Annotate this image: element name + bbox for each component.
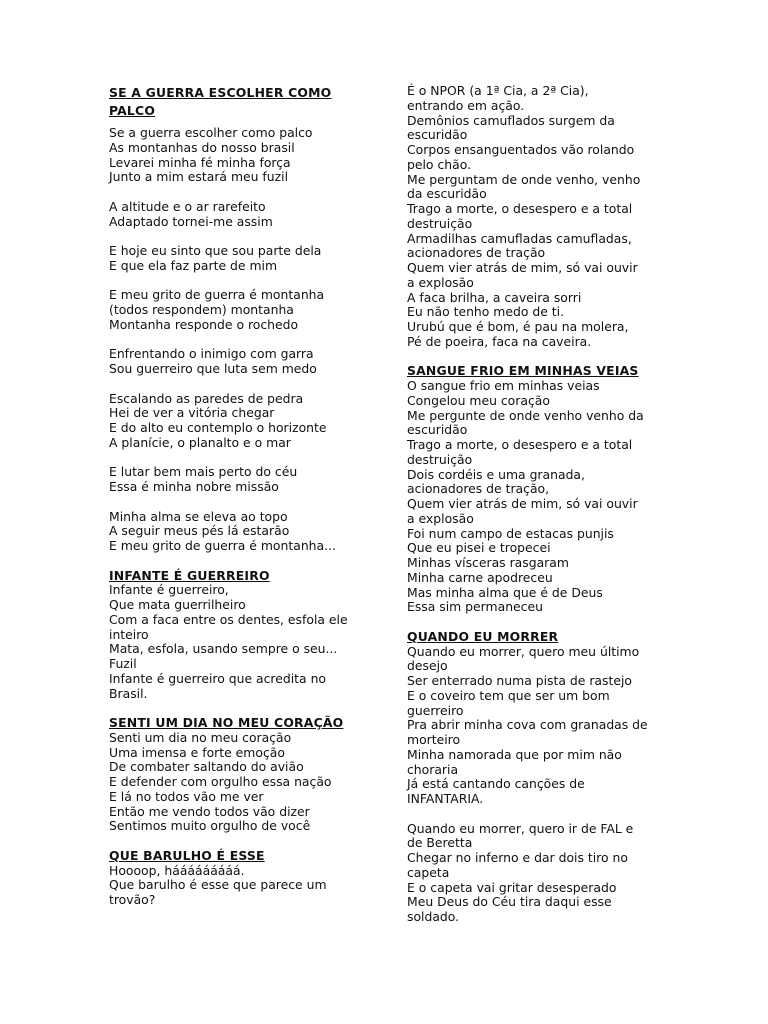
- lyric-line: soldado.: [407, 909, 460, 924]
- lyric-line: da escuridão: [407, 186, 487, 202]
- lyric-line: A faca brilha, a caveira sorri: [407, 289, 582, 305]
- song-body-sangue-frio: [407, 379, 669, 615]
- stanza: [109, 244, 371, 274]
- lyric-line: acionadores de tração,: [407, 481, 550, 497]
- lyric-line: Essa sim permaneceu: [407, 599, 543, 615]
- lyric-line: Brasil.: [109, 685, 148, 701]
- lyric-line: Infante é guerreiro que acredita no: [109, 670, 327, 686]
- lyric-line: acionadores de tração: [407, 245, 546, 261]
- lyric-line: E defender com orgulho essa nação: [109, 774, 332, 789]
- lyric-line: capeta: [407, 864, 450, 880]
- lyric-line: Levarei minha fé minha força: [109, 154, 291, 170]
- lyric-line: Se a guerra escolher como palco: [109, 125, 313, 140]
- song-body-se-a-guerra: [109, 126, 371, 554]
- lyric-line: E meu grito de guerra é montanha: [109, 287, 325, 303]
- lyric-line: Trago a morte, o desespero e a total: [407, 437, 633, 452]
- lyric-line: destruição: [407, 215, 473, 231]
- lyric-line: Pé de poeira, faca na caveira.: [407, 333, 592, 349]
- lyric-line: Me pergunte de onde venho venho da: [407, 407, 644, 423]
- lyric-line: Que eu pisei e tropecei: [407, 540, 551, 556]
- song-body-npor: [407, 84, 669, 350]
- lyric-line: Dois cordéis e uma granada,: [407, 466, 585, 482]
- lyric-line: Enfrentando o inimigo com garra: [109, 346, 314, 362]
- song-body-quando-eu-morrer-1: [407, 645, 669, 807]
- lyric-line: (todos respondem) montanha: [109, 302, 294, 317]
- lyric-line: A altitude e o ar rarefeito: [109, 198, 266, 214]
- song-title-se-a-guerra: [109, 84, 371, 120]
- song-title-sangue-frio: SANGUE FRIO EM MINHAS VEIAS: [407, 363, 639, 379]
- lyric-line: Trago a morte, o desespero e a total: [407, 201, 633, 216]
- lyric-line: O sangue frio em minhas veias: [407, 378, 600, 393]
- song-body-que-barulho: [109, 864, 371, 908]
- song-title-senti-um-dia: SENTI UM DIA NO MEU CORAÇÃO: [109, 715, 344, 730]
- lyric-line: Demônios camuflados surgem da: [407, 112, 615, 128]
- lyric-line: E hoje eu sinto que sou parte dela: [109, 243, 322, 258]
- lyric-line: Hoooop, hááááááááá.: [109, 862, 245, 878]
- lyric-line: Quem vier atrás de mim, só vai ouvir: [407, 260, 638, 275]
- lyric-line: Minha alma se eleva ao topo: [109, 508, 288, 524]
- lyric-line: Infante é guerreiro,: [109, 582, 229, 598]
- lyric-line: E que ela faz parte de mim: [109, 257, 278, 273]
- lyric-line: E o capeta vai gritar desesperado: [407, 879, 617, 895]
- lyric-line: Quando eu morrer, quero ir de FAL e: [407, 820, 634, 836]
- lyric-line: Adaptado tornei-me assim: [109, 213, 273, 229]
- stanza: [109, 465, 371, 495]
- lyric-line: de Beretta: [407, 835, 473, 851]
- lyric-line: Foi num campo de estacas punjis: [407, 525, 614, 541]
- lyric-line: E meu grito de guerra é montanha...: [109, 538, 336, 553]
- lyric-line: a explosão: [407, 510, 474, 526]
- left-column: [109, 0, 371, 908]
- lyric-line: Armadilhas camufladas camufladas,: [407, 230, 632, 246]
- song-title-que-barulho: QUE BARULHO É ESSE: [109, 847, 265, 863]
- lyric-line: Mas minha alma que é de Deus: [407, 584, 603, 600]
- lyric-line: Fuzil: [109, 656, 137, 671]
- lyric-line: De combater saltando do avião: [109, 759, 304, 775]
- lyric-line: Minhas vísceras rasgaram: [407, 555, 569, 570]
- lyric-line: Já está cantando canções de: [407, 776, 585, 792]
- lyric-line: destruição: [407, 451, 473, 467]
- lyric-line: Meu Deus do Céu tira daqui esse: [407, 894, 612, 910]
- right-column: [407, 0, 669, 925]
- lyric-line: Que barulho é esse que parece um: [109, 877, 327, 893]
- song-body-quando-eu-morrer-2: [407, 822, 669, 925]
- lyric-line: Com a faca entre os dentes, esfola ele: [109, 611, 348, 627]
- stanza: [109, 200, 371, 230]
- lyric-line: Senti um dia no meu coração: [109, 729, 292, 745]
- lyric-line: entrando em ação.: [407, 97, 525, 113]
- stanza: [109, 126, 371, 185]
- lyric-line: pelo chão.: [407, 156, 472, 172]
- lyric-line: E do alto eu contemplo o horizonte: [109, 420, 327, 435]
- lyric-line: E lutar bem mais perto do céu: [109, 464, 298, 480]
- stanza: [109, 392, 371, 451]
- song-title-infante: INFANTE É GUERREIRO: [109, 567, 270, 583]
- lyric-line: inteiro: [109, 626, 149, 642]
- title-line: PALCO: [109, 103, 156, 118]
- lyric-line: trovão?: [109, 892, 156, 907]
- lyric-line: É o NPOR (a 1ª Cia, a 2ª Cia),: [407, 83, 589, 98]
- lyric-line: guerreiro: [407, 702, 464, 718]
- lyric-line: INFANTARIA.: [407, 791, 484, 806]
- lyric-line: desejo: [407, 658, 448, 674]
- lyric-line: Sou guerreiro que luta sem medo: [109, 361, 317, 376]
- lyric-line: E o coveiro tem que ser um bom: [407, 687, 610, 703]
- lyric-line: Minha namorada que por mim não: [407, 746, 622, 762]
- lyric-line: Corpos ensanguentados vão rolando: [407, 142, 635, 157]
- lyric-line: Sentimos muito orgulho de você: [109, 818, 311, 834]
- lyric-line: Chegar no inferno e dar dois tiro no: [407, 850, 628, 865]
- lyric-line: Hei de ver a vitória chegar: [109, 405, 275, 421]
- lyric-line: Quando eu morrer, quero meu último: [407, 643, 640, 659]
- lyric-line: As montanhas do nosso brasil: [109, 139, 295, 155]
- lyric-line: A planície, o planalto e o mar: [109, 434, 291, 450]
- lyric-line: Uma imensa e forte emoção: [109, 744, 285, 760]
- song-title-quando-eu-morrer: QUANDO EU MORRER: [407, 628, 559, 644]
- stanza: [109, 510, 371, 554]
- lyric-line: escuridão: [407, 127, 468, 143]
- lyric-line: Então me vendo todos vão dizer: [109, 803, 310, 819]
- lyric-line: a explosão: [407, 274, 474, 290]
- lyric-line: Me perguntam de onde venho, venho: [407, 171, 641, 187]
- lyric-line: Minha carne apodreceu: [407, 569, 553, 585]
- lyric-line: Quem vier atrás de mim, só vai ouvir: [407, 496, 638, 511]
- title-line: SE A GUERRA ESCOLHER COMO: [109, 85, 332, 100]
- lyric-line: Que mata guerrilheiro: [109, 597, 246, 612]
- lyric-line: Montanha responde o rochedo: [109, 316, 299, 332]
- lyric-line: Congelou meu coração: [407, 392, 550, 408]
- lyric-line: Essa é minha nobre missão: [109, 479, 279, 494]
- lyric-line: morteiro: [407, 732, 461, 747]
- lyric-line: Mata, esfola, usando sempre o seu...: [109, 641, 338, 657]
- lyric-line: choraria: [407, 761, 459, 777]
- lyric-line: Eu não tenho medo de ti.: [407, 304, 565, 320]
- lyric-line: Ser enterrado numa pista de rastejo: [407, 673, 632, 688]
- lyric-line: Junto a mim estará meu fuzil: [109, 169, 289, 185]
- stanza: [109, 347, 371, 377]
- lyric-line: escuridão: [407, 422, 468, 438]
- lyric-line: Escalando as paredes de pedra: [109, 390, 304, 406]
- lyric-line: Urubú que é bom, é pau na molera,: [407, 319, 629, 334]
- song-body-senti-um-dia: [109, 731, 371, 834]
- lyric-line: A seguir meus pés lá estarão: [109, 523, 290, 539]
- stanza: [109, 288, 371, 332]
- lyric-line: E lá no todos vão me ver: [109, 788, 264, 804]
- song-body-infante: [109, 583, 371, 701]
- lyric-line: Pra abrir minha cova com granadas de: [407, 717, 648, 733]
